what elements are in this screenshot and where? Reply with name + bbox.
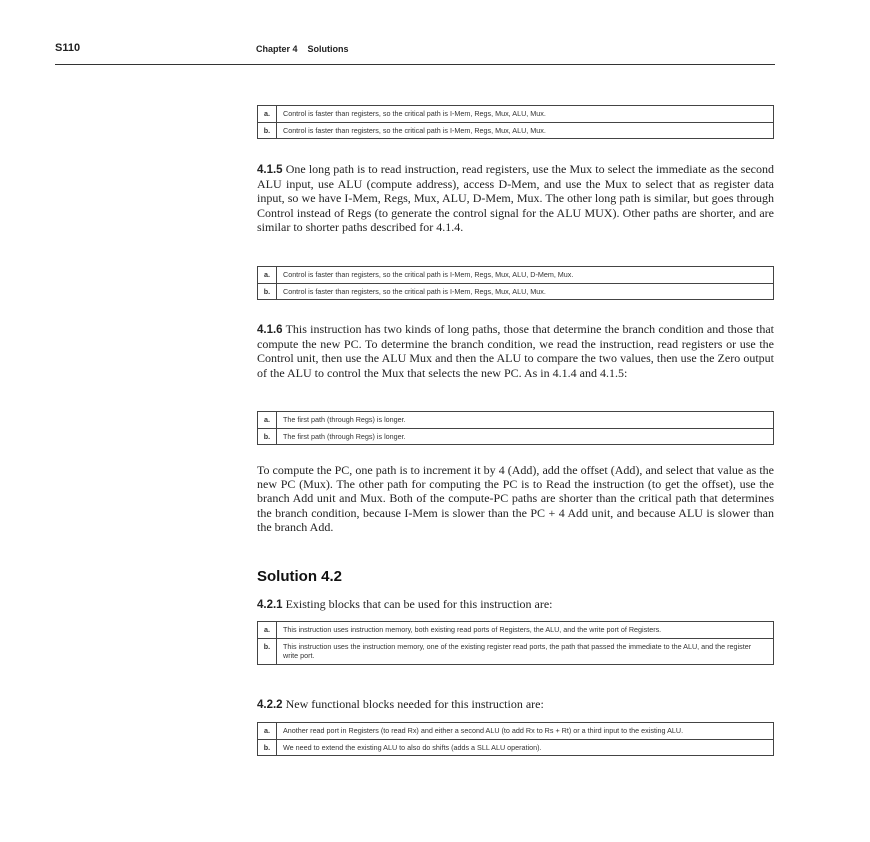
row-text: The first path (through Regs) is longer. xyxy=(277,428,774,445)
table-row xyxy=(258,122,774,139)
row-text: Control is faster than registers, so the critical path is I-Mem, Regs, Mux, ALU, Mux. xyxy=(277,283,774,300)
row-text: Control is faster than registers, so the critical path is I-Mem, Regs, Mux, ALU, D-Mem, Mux. xyxy=(277,267,774,284)
table-row xyxy=(258,283,774,300)
solution-heading: Solution 4.2 xyxy=(257,568,343,585)
section-4-1-6 xyxy=(257,322,774,380)
row-text: The first path (through Regs) is longer. xyxy=(277,412,774,429)
row-text: This instruction uses instruction memory, both existing read ports of Registers, the ALU, and the write port of Registers. xyxy=(277,622,774,639)
table-row xyxy=(258,412,774,429)
section-number: 4.1.6 xyxy=(257,324,283,336)
answer-table-2 xyxy=(257,266,774,300)
answer-table-1 xyxy=(257,105,774,139)
table-row xyxy=(258,723,774,740)
page-number: S110 xyxy=(55,42,81,54)
section-text: New functional blocks needed for this instruction are: xyxy=(282,697,544,711)
table-row xyxy=(258,638,774,664)
row-label: b. xyxy=(258,122,277,139)
section-4-2-2 xyxy=(257,697,774,712)
row-label: b. xyxy=(258,428,277,445)
table-row xyxy=(258,267,774,284)
page-header xyxy=(55,40,775,65)
section-number: 4.2.2 xyxy=(257,699,283,711)
answer-table-3 xyxy=(257,411,774,445)
row-text: Another read port in Registers (to read Rx) and either a second ALU (to add Rx to Rs + Rt) or a third input to the existing ALU. xyxy=(277,723,774,740)
section-number: 4.2.1 xyxy=(257,599,283,611)
section-4-2-1 xyxy=(257,597,774,612)
row-label: a. xyxy=(258,723,277,740)
row-label: b. xyxy=(258,283,277,300)
row-label: a. xyxy=(258,106,277,123)
table-row xyxy=(258,428,774,445)
row-text: We need to extend the existing ALU to also do shifts (adds a SLL ALU operation). xyxy=(277,739,774,756)
answer-table-5 xyxy=(257,722,774,756)
pc-paragraph: To compute the PC, one path is to increment it by 4 (Add), add the offset (Add), and select that value as the new PC (Mux). The other path for computing the PC is to Read the instruction (to get the offset), use the branch Add unit and Mux. Both of the compute-PC paths are shorter than the critical path that determines the branch condition, because I-Mem is slower than the PC + 4 Add unit, and because ALU is slower than the branch Add. xyxy=(257,463,774,534)
table-row xyxy=(258,106,774,123)
section-number: 4.1.5 xyxy=(257,164,283,176)
section-4-1-5 xyxy=(257,162,774,234)
section-text: This instruction has two kinds of long paths, those that determine the branch condition and those that compute the new PC. To determine the branch condition, we read the instruction, read registers or use the Control unit, then use the ALU Mux and then the ALU to compare the two values, then use the Zero output of the ALU to control the Mux that selects the new PC. As in 4.1.4 and 4.1.5: xyxy=(257,322,774,380)
section-text: Existing blocks that can be used for this instruction are: xyxy=(282,597,553,611)
chapter-title: Chapter 4 Solutions xyxy=(256,44,349,54)
row-label: a. xyxy=(258,267,277,284)
row-label: b. xyxy=(258,739,277,756)
table-row xyxy=(258,622,774,639)
row-label: a. xyxy=(258,412,277,429)
row-text: This instruction uses the instruction memory, one of the existing register read ports, the path that passed the immediate to the ALU, and the register write port. xyxy=(277,638,774,664)
table-row xyxy=(258,739,774,756)
row-label: b. xyxy=(258,638,277,664)
answer-table-4 xyxy=(257,621,774,665)
row-label: a. xyxy=(258,622,277,639)
section-text: One long path is to read instruction, read registers, use the Mux to select the immediate as the second ALU input, use ALU (compute address), access D-Mem, and use the Mux to select that as register data input, so we have I-Mem, Regs, Mux, ALU, D-Mem, Mux. The other long path is similar, but goes through Control instead of Regs (to generate the control signal for the ALU MUX). Other paths are shorter, and are similar to shorter paths described for 4.1.4. xyxy=(257,162,774,234)
row-text: Control is faster than registers, so the critical path is I-Mem, Regs, Mux, ALU, Mux. xyxy=(277,106,774,123)
row-text: Control is faster than registers, so the critical path is I-Mem, Regs, Mux, ALU, Mux. xyxy=(277,122,774,139)
